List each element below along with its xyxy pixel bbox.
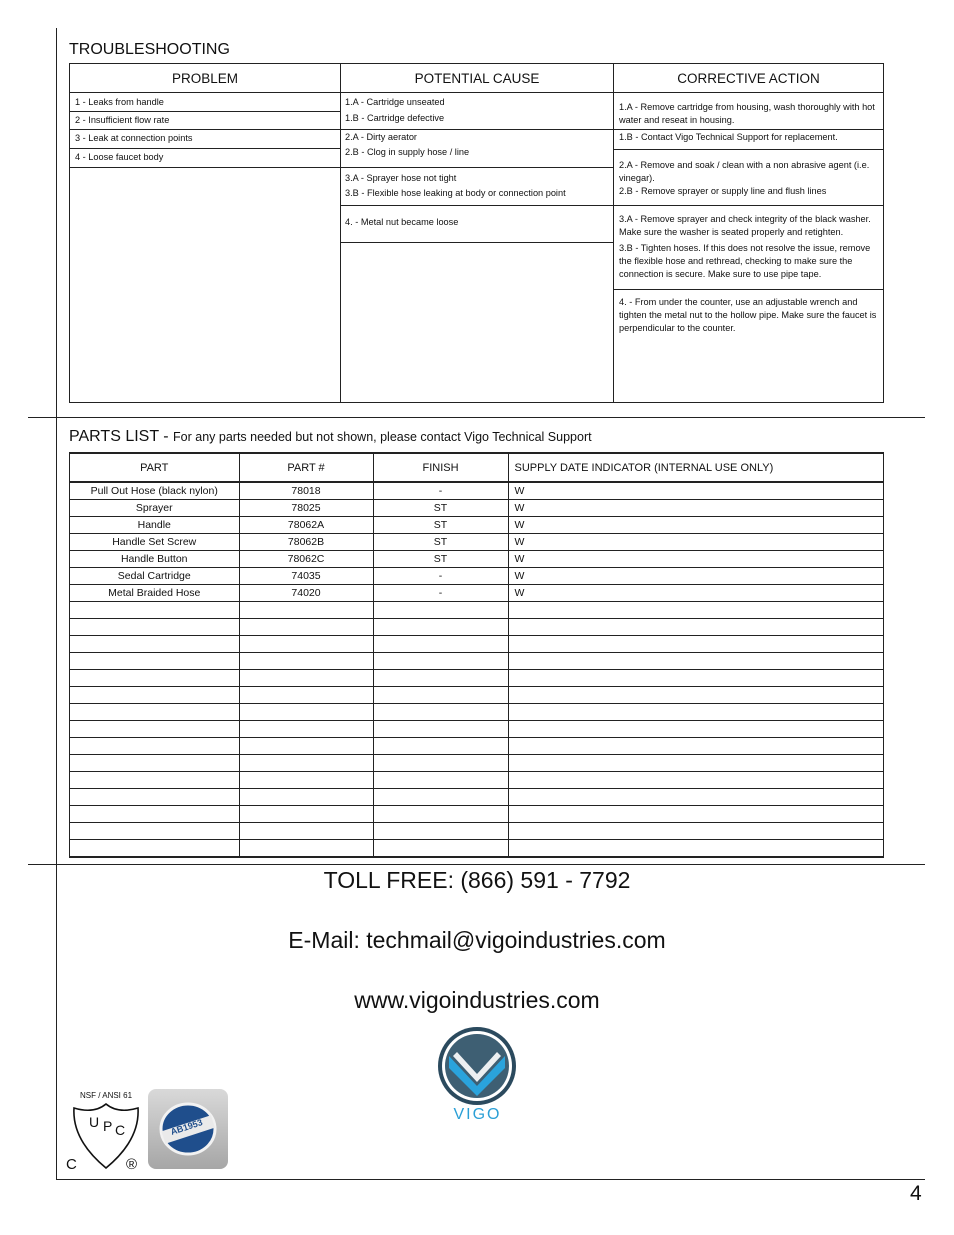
empty-cell	[373, 840, 508, 857]
website-link[interactable]: www.vigoindustries.com	[354, 987, 600, 1013]
problem-1: 1 - Leaks from handle	[75, 97, 164, 107]
empty-cell	[70, 840, 239, 857]
empty-cell	[70, 602, 239, 619]
upc-letter-c: C	[115, 1122, 126, 1138]
empty-cell	[508, 602, 883, 619]
parts-row	[70, 517, 883, 534]
empty-cell	[239, 704, 373, 721]
part-name: Sprayer	[70, 500, 239, 517]
parts-row-empty	[70, 772, 883, 789]
empty-cell	[373, 653, 508, 670]
parts-row	[70, 482, 883, 500]
empty-cell	[239, 670, 373, 687]
part-supply-date: W	[508, 568, 883, 585]
empty-cell	[70, 653, 239, 670]
empty-cell	[70, 704, 239, 721]
header-corrective-action: CORRECTIVE ACTION	[614, 64, 883, 93]
parts-row-empty	[70, 755, 883, 772]
empty-cell	[373, 806, 508, 823]
toll-free-phone: TOLL FREE: (866) 591 - 7792	[323, 867, 631, 893]
cause-4: 4. - Metal nut became loose	[345, 217, 459, 227]
parts-row-empty	[70, 602, 883, 619]
empty-cell	[508, 653, 883, 670]
empty-cell	[70, 670, 239, 687]
empty-cell	[70, 806, 239, 823]
empty-cell	[239, 653, 373, 670]
empty-cell	[239, 823, 373, 840]
empty-cell	[373, 721, 508, 738]
cause-3b: 3.B - Flexible hose leaking at body or connection point	[345, 188, 566, 198]
cause-3a: 3.A - Sprayer hose not tight	[345, 173, 457, 183]
empty-cell	[239, 636, 373, 653]
part-name: Handle	[70, 517, 239, 534]
action-2a: 2.A - Remove and soak / clean with a non abrasive agent (i.e. vinegar).	[619, 160, 870, 183]
part-number: 78025	[239, 500, 373, 517]
empty-cell	[239, 840, 373, 857]
troubleshooting-table	[69, 63, 884, 403]
parts-row	[70, 568, 883, 585]
page-number: 4	[910, 1182, 922, 1205]
empty-cell	[70, 721, 239, 738]
empty-cell	[508, 619, 883, 636]
part-number: 78062C	[239, 551, 373, 568]
part-finish: -	[373, 568, 508, 585]
empty-cell	[373, 619, 508, 636]
empty-cell	[373, 670, 508, 687]
part-name: Metal Braided Hose	[70, 585, 239, 602]
action-3a: 3.A - Remove sprayer and check integrity of the black washer. Make sure the washer is seated properly and retighten.	[619, 214, 871, 237]
header-problem: PROBLEM	[70, 64, 340, 93]
empty-cell	[70, 619, 239, 636]
parts-header-row	[70, 454, 883, 482]
part-finish: ST	[373, 551, 508, 568]
empty-cell	[508, 840, 883, 857]
empty-cell	[508, 806, 883, 823]
cupc-certification-mark	[66, 1100, 146, 1175]
cause-1b: 1.B - Cartridge defective	[345, 113, 445, 123]
action-3b: 3.B - Tighten hoses. If this does not resolve the issue, remove the flexible hose and rethread, checking to make sure the connection is secure. Make sure to use pipe tape.	[619, 243, 871, 279]
section-divider-1	[28, 417, 925, 418]
empty-cell	[373, 704, 508, 721]
header-part: PART	[70, 454, 239, 482]
vigo-logo-icon	[435, 1024, 520, 1106]
problem-3: 3 - Leak at connection points	[75, 133, 193, 143]
empty-cell	[508, 636, 883, 653]
support-email: E-Mail: techmail@vigoindustries.com	[288, 927, 666, 953]
part-number: 74035	[239, 568, 373, 585]
part-supply-date: W	[508, 585, 883, 602]
action-2b: 2.B - Remove sprayer or supply line and flush lines	[619, 186, 827, 196]
empty-cell	[508, 721, 883, 738]
empty-cell	[70, 772, 239, 789]
cause-2b: 2.B - Clog in supply hose / line	[345, 147, 470, 157]
part-supply-date: W	[508, 534, 883, 551]
parts-row-empty	[70, 789, 883, 806]
parts-row	[70, 500, 883, 517]
ab1953-label: AB1953	[169, 1117, 204, 1137]
empty-cell	[508, 704, 883, 721]
parts-row-empty	[70, 823, 883, 840]
parts-row-empty	[70, 840, 883, 857]
parts-row-empty	[70, 704, 883, 721]
part-supply-date: W	[508, 517, 883, 534]
part-number: 74020	[239, 585, 373, 602]
header-finish: FINISH	[373, 454, 508, 482]
empty-cell	[70, 755, 239, 772]
empty-cell	[508, 670, 883, 687]
empty-cell	[508, 687, 883, 704]
empty-cell	[70, 636, 239, 653]
empty-cell	[239, 755, 373, 772]
empty-cell	[373, 687, 508, 704]
header-potential-cause: POTENTIAL CAUSE	[341, 64, 613, 93]
cause-1a: 1.A - Cartridge unseated	[345, 97, 445, 107]
parts-row	[70, 534, 883, 551]
empty-cell	[373, 755, 508, 772]
part-finish: ST	[373, 534, 508, 551]
parts-row-empty	[70, 738, 883, 755]
part-finish: ST	[373, 500, 508, 517]
part-supply-date: W	[508, 551, 883, 568]
part-finish: ST	[373, 517, 508, 534]
empty-cell	[70, 823, 239, 840]
action-1a: 1.A - Remove cartridge from housing, wash thoroughly with hot water and reseat in housing.	[619, 102, 875, 125]
empty-cell	[239, 602, 373, 619]
empty-cell	[373, 636, 508, 653]
empty-cell	[239, 619, 373, 636]
registered-mark: ®	[126, 1156, 138, 1173]
parts-row	[70, 551, 883, 568]
empty-cell	[373, 738, 508, 755]
parts-list-subtitle: For any parts needed but not shown, please contact Vigo Technical Support	[173, 430, 592, 444]
empty-cell	[508, 823, 883, 840]
empty-cell	[239, 738, 373, 755]
upc-letter-p: P	[103, 1118, 113, 1134]
problem-4: 4 - Loose faucet body	[75, 152, 164, 162]
part-number: 78018	[239, 482, 373, 500]
section-divider-2	[28, 864, 925, 865]
part-name: Handle Set Screw	[70, 534, 239, 551]
action-1b: 1.B - Contact Vigo Technical Support for replacement.	[619, 132, 838, 142]
empty-cell	[508, 772, 883, 789]
parts-list-heading: PARTS LIST -	[69, 428, 174, 445]
header-part-number: PART #	[239, 454, 373, 482]
cause-2a: 2.A - Dirty aerator	[345, 132, 417, 142]
parts-row-empty	[70, 670, 883, 687]
empty-cell	[70, 789, 239, 806]
action-4: 4. - From under the counter, use an adjustable wrench and tighten the metal nut to the hollow pipe. Make sure the faucet is perpendicular to the counter.	[619, 297, 877, 333]
part-number: 78062A	[239, 517, 373, 534]
empty-cell	[70, 687, 239, 704]
empty-cell	[239, 721, 373, 738]
part-name: Sedal Cartridge	[70, 568, 239, 585]
empty-cell	[508, 738, 883, 755]
part-name: Pull Out Hose (black nylon)	[70, 482, 239, 500]
parts-row-empty	[70, 653, 883, 670]
part-finish: -	[373, 585, 508, 602]
part-supply-date: W	[508, 482, 883, 500]
parts-row-empty	[70, 806, 883, 823]
parts-row-empty	[70, 636, 883, 653]
parts-list-title	[69, 428, 592, 446]
empty-cell	[70, 738, 239, 755]
empty-cell	[239, 789, 373, 806]
vigo-logo	[435, 1024, 520, 1129]
parts-row-empty	[70, 721, 883, 738]
vigo-logo-text: VIGO	[453, 1106, 502, 1123]
part-finish: -	[373, 482, 508, 500]
empty-cell	[239, 772, 373, 789]
empty-cell	[373, 823, 508, 840]
ab1953-badge	[148, 1089, 228, 1169]
parts-row-empty	[70, 687, 883, 704]
empty-cell	[373, 602, 508, 619]
parts-row	[70, 585, 883, 602]
c-mark: C	[66, 1156, 77, 1173]
part-name: Handle Button	[70, 551, 239, 568]
bottom-rule	[56, 1179, 925, 1180]
parts-row-empty	[70, 619, 883, 636]
header-supply-date: SUPPLY DATE INDICATOR (INTERNAL USE ONLY)	[508, 454, 883, 482]
nsf-label: NSF / ANSI 61	[80, 1091, 133, 1100]
empty-cell	[239, 806, 373, 823]
empty-cell	[508, 789, 883, 806]
empty-cell	[373, 772, 508, 789]
troubleshooting-title: TROUBLESHOOTING	[69, 41, 230, 58]
part-supply-date: W	[508, 500, 883, 517]
parts-table	[69, 452, 884, 858]
problem-2: 2 - Insufficient flow rate	[75, 115, 170, 125]
empty-cell	[373, 789, 508, 806]
empty-cell	[508, 755, 883, 772]
part-number: 78062B	[239, 534, 373, 551]
empty-cell	[239, 687, 373, 704]
upc-letter-u: U	[89, 1114, 100, 1130]
